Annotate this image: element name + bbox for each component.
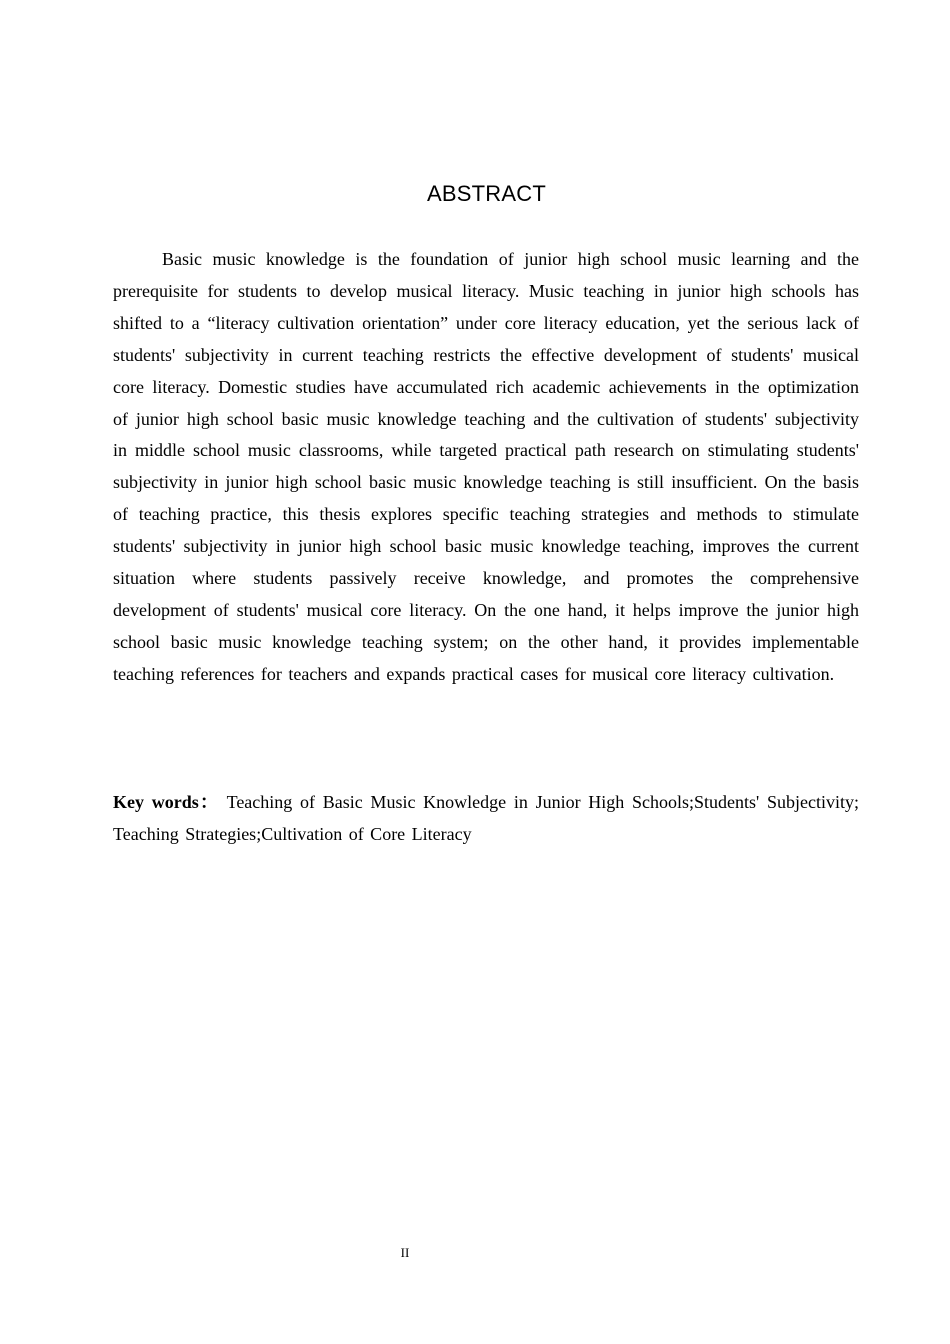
keywords-paragraph bbox=[113, 787, 859, 851]
abstract-paragraph: Basic music knowledge is the foundation of junior high school music learning and the prerequisite for students to develop musical literacy. Music teaching in junior high schools has shifted to a “literacy cultivation orientation” under core literacy education, yet the serious lack of students' subjectivity in current teaching restricts the effective development of students' musical core literacy. Domestic studies have accumulated rich academic achievements in the optimization of junior high school basic music knowledge teaching and the cultivation of students' subjectivity in middle school music classrooms, while targeted practical path research on stimulating students' subjectivity in junior high school basic music knowledge teaching is still insufficient. On the basis of teaching practice, this thesis explores specific teaching strategies and methods to stimulate students' subjectivity in junior high school basic music knowledge teaching, improves the current situation where students passively receive knowledge, and promotes the comprehensive development of students' musical core literacy. On the one hand, it helps improve the junior high school basic music knowledge teaching system; on the other hand, it provides implementable teaching references for teachers and expands practical cases for musical core literacy cultivation. bbox=[113, 249, 859, 684]
keywords-text: Teaching of Basic Music Knowledge in Junior High Schools;Students' Subjectivity; Teaching Strategies;Cultivation of Core Literacy bbox=[113, 792, 860, 844]
keywords-label: Key words： bbox=[113, 792, 220, 812]
abstract-heading: ABSTRACT bbox=[427, 181, 546, 206]
page-number: II bbox=[400, 1245, 410, 1260]
